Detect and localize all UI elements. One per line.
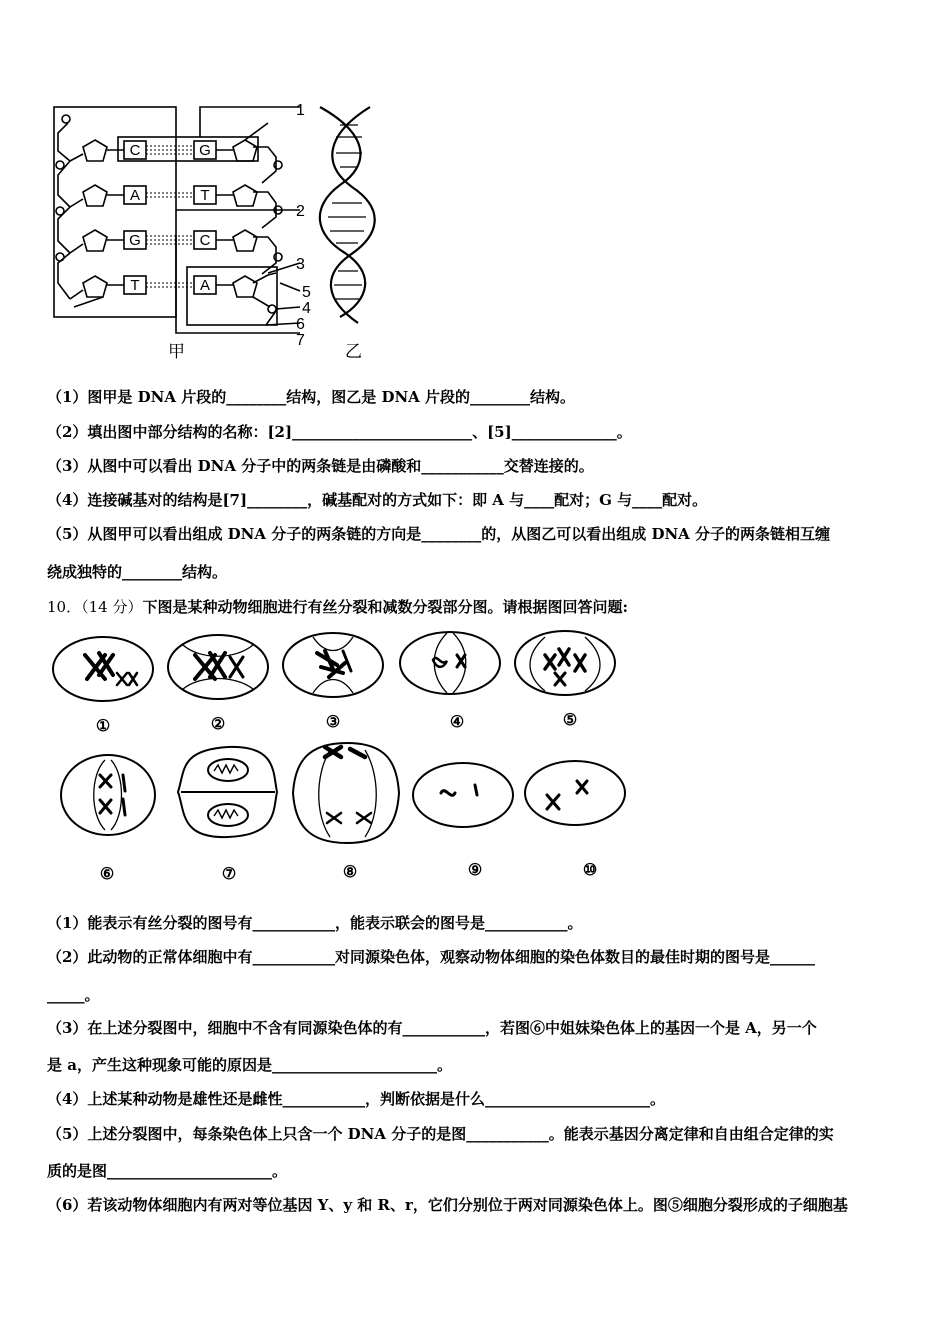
cell-10 [525, 761, 625, 825]
cell-division-figure [45, 625, 645, 890]
q10-line-1: （1）能表示有丝分裂的图号有___________，能表示联会的图号是___________。 [47, 914, 583, 932]
q10-line-9: （6）若该动物体细胞内有两对等位基因 Y、y 和 R、r，它们分别位于两对同源染色体上。图⑤细胞分裂形成的子细胞基 [47, 1196, 848, 1214]
cell-label-3: ③ [325, 712, 341, 731]
q10-number: 10． [47, 598, 82, 616]
callout-3: 3 [296, 256, 305, 273]
q10-line-2: （2）此动物的正常体细胞中有___________对同源染色体，观察动物体细胞的染色体数目的最佳时期的图号是______ [47, 948, 815, 966]
cell-label-6: ⑥ [99, 864, 115, 883]
base-left-2: A [129, 187, 141, 204]
base-left-1: C [129, 142, 141, 159]
q10-line-6: （4）上述某种动物是雄性还是雌性___________，判断依据是什么______________________。 [47, 1090, 665, 1108]
q9-line-4: （4）连接碱基对的结构是[7]________，碱基配对的方式如下：即 A 与____配对；G 与____配对。 [47, 491, 708, 509]
base-right-4: A [199, 277, 211, 294]
q10-stem: 下图是某种动物细胞进行有丝分裂和减数分裂部分图。请根据图回答问题: [142, 598, 628, 616]
label-yi: 乙 [345, 342, 362, 361]
callout-4: 4 [302, 300, 311, 317]
label-jia: 甲 [168, 342, 185, 361]
q9-line-5: （5）从图甲可以看出组成 DNA 分子的两条链的方向是________的，从图乙可以看出组成 DNA 分子的两条链相互缠 [47, 525, 831, 543]
cell-label-1: ① [95, 716, 111, 735]
callout-2: 2 [296, 203, 305, 220]
base-right-1: G [199, 142, 211, 159]
callout-1: 1 [296, 102, 305, 119]
base-left-4: T [130, 277, 140, 294]
cell-label-4: ④ [449, 712, 465, 731]
q9-line-2: （2）填出图中部分结构的名称：[2]________________________、[5]______________。 [47, 423, 632, 441]
cell-label-9: ⑨ [467, 860, 483, 879]
cell-6 [61, 755, 155, 835]
q10-line-3: _____。 [47, 986, 100, 1004]
base-right-3: C [199, 232, 211, 249]
q9-line-3: （3）从图中可以看出 DNA 分子中的两条链是由磷酸和___________交替连接的。 [47, 457, 594, 475]
cell-4 [400, 632, 500, 694]
base-right-2: T [200, 187, 210, 204]
q10-score: （14 分） [81, 598, 143, 616]
q10-header [47, 596, 628, 617]
cell-8 [293, 743, 399, 843]
cell-label-8: ⑧ [342, 862, 358, 881]
cell-label-5: ⑤ [562, 710, 578, 729]
callout-6: 6 [296, 316, 305, 333]
q9-line-1: （1）图甲是 DNA 片段的________结构，图乙是 DNA 片段的________结构。 [47, 388, 576, 406]
q10-line-5: 是 a，产生这种现象可能的原因是______________________。 [47, 1056, 452, 1074]
q9-line-6: 绕成独特的________结构。 [47, 563, 228, 581]
q10-line-7: （5）上述分裂图中，每条染色体上只含一个 DNA 分子的是图___________。能表示基因分离定律和自由组合定律的实 [47, 1125, 834, 1143]
q10-line-8: 质的是图______________________。 [47, 1162, 288, 1180]
cell-9 [413, 763, 513, 827]
q10-line-4: （3）在上述分裂图中，细胞中不含有同源染色体的有___________，若图⑥中姐妹染色体上的基因一个是 A，另一个 [47, 1019, 817, 1037]
cell-label-2: ② [210, 714, 226, 733]
callout-5: 5 [302, 284, 311, 301]
callout-7: 7 [296, 332, 305, 349]
base-left-3: G [129, 232, 141, 249]
dna-figure [40, 95, 380, 365]
cell-label-10: ⑩ [582, 860, 598, 879]
cell-label-7: ⑦ [221, 864, 237, 883]
